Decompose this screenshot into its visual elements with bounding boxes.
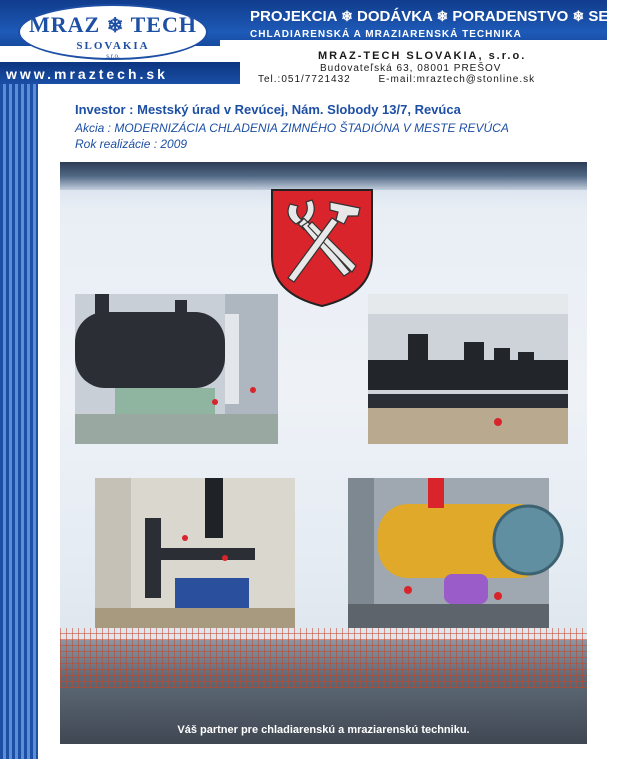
company-address: Budovateľská 63, 08001 PREŠOV <box>320 63 502 74</box>
left-stripe-bar <box>0 84 38 759</box>
photo-separator-tank <box>75 294 278 444</box>
service-item: DODÁVKA <box>357 8 433 25</box>
website-link[interactable]: www.mraztech.sk <box>6 66 168 82</box>
service-item: SERVIS <box>588 8 643 25</box>
logo-name <box>18 12 208 38</box>
services-list <box>250 8 643 25</box>
tagline: CHLADIARENSKÁ A MRAZIARENSKÁ TECHNIKA <box>250 29 522 40</box>
service-item: PORADENSTVO <box>452 8 569 25</box>
project-line: Akcia : MODERNIZÁCIA CHLADENIA ZIMNÉHO ŠTADIÓNA V MESTE REVÚCA <box>75 121 509 135</box>
company-name: MRAZ-TECH SLOVAKIA, s.r.o. <box>318 50 527 62</box>
snowflake-icon: ❄ <box>436 8 449 24</box>
coat-of-arms-icon <box>268 186 376 310</box>
snowflake-icon: ❄ <box>106 15 125 37</box>
footer-slogan: Váš partner pre chladiarenskú a mraziarenskú techniku. <box>177 724 470 736</box>
service-item: PROJEKCIA <box>250 8 337 25</box>
year-line: Rok realizácie : 2009 <box>75 137 188 151</box>
logo-suffix: s.r.o. <box>106 52 120 60</box>
email-address[interactable]: E-mail:mraztech@stonline.sk <box>378 74 536 85</box>
logo-country: SLOVAKIA <box>76 40 150 52</box>
snowflake-icon: ❄ <box>341 8 353 24</box>
photo-insulated-pipes <box>368 294 568 444</box>
investor-line: Investor : Mestský úrad v Revúcej, Nám. Slobody 13/7, Revúca <box>75 102 461 117</box>
photo-heat-exchanger <box>348 478 549 628</box>
rink-safety-net <box>60 628 587 688</box>
logo-name-left: MRAZ <box>29 12 101 37</box>
photo-pump-station <box>95 478 295 628</box>
logo-name-right: TECH <box>130 12 197 37</box>
phone-number: Tel.:051/7721432 <box>258 74 351 85</box>
snowflake-icon: ❄ <box>572 8 585 24</box>
contact-line <box>258 74 559 85</box>
header-divider <box>220 40 607 48</box>
